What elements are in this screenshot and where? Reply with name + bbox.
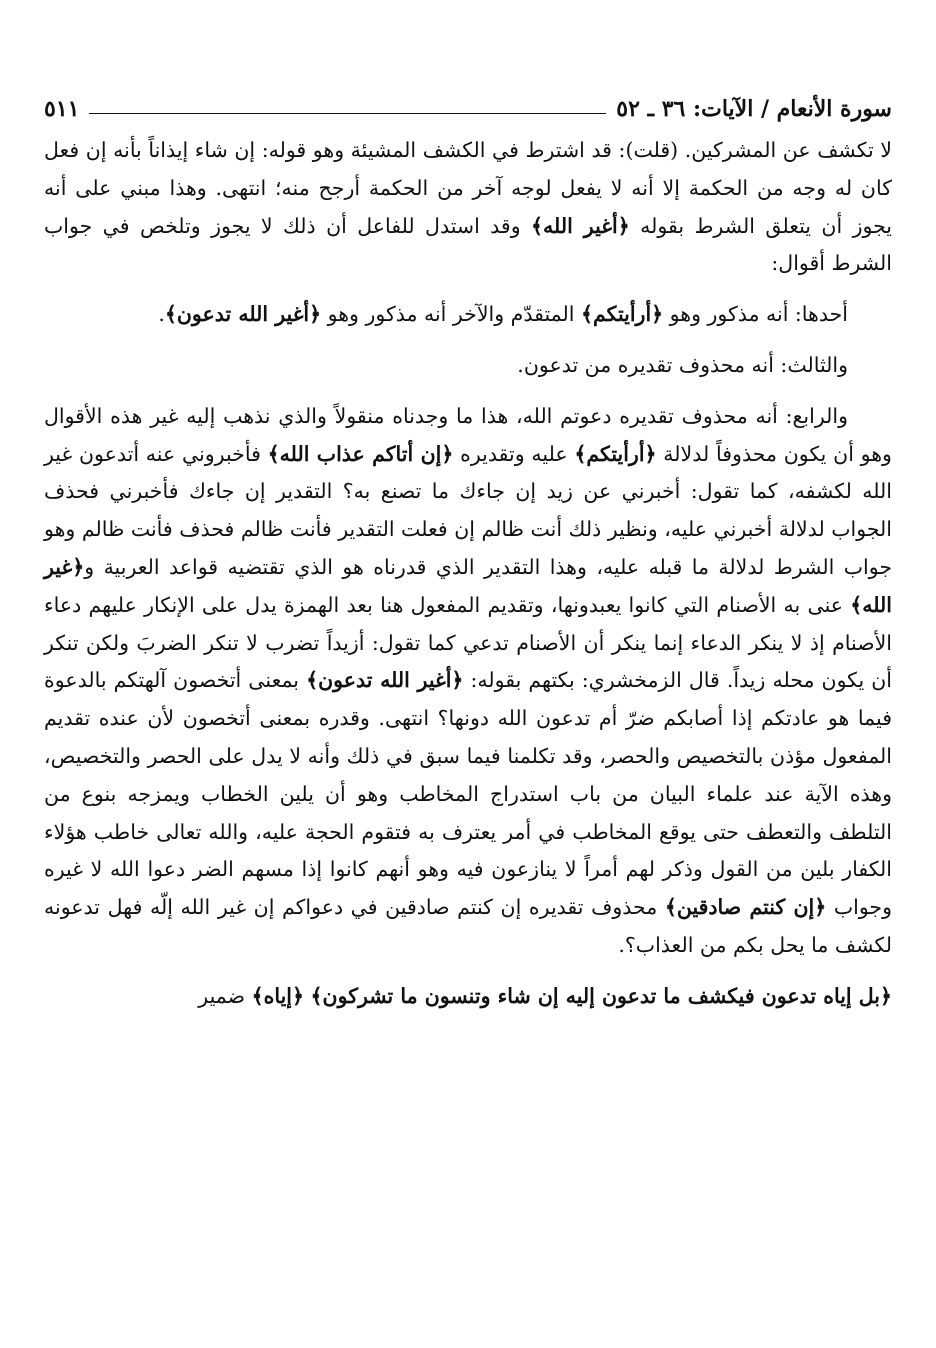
- quran-quote: ﴿أغير الله تدعون﴾: [306, 668, 464, 693]
- paragraph: [44, 978, 892, 1016]
- text-run: والرابع: أنه محذوف تقديره دعوتم الله، هذا ما وجدناه منقولاً والذي نذهب إليه غير هذه الأقوال وهو أن يكون محذوفاً لدلالة: [44, 403, 892, 466]
- quran-quote: ﴿أرأيتكم﴾: [580, 302, 664, 327]
- paragraph: [44, 296, 892, 334]
- surah-title: سورة الأنعام / الآيات: ٣٦ ـ ٥٢: [616, 96, 892, 122]
- paragraph: [44, 347, 892, 385]
- text-run: عليه وتقديره: [453, 441, 575, 466]
- paragraph-gap: [44, 283, 892, 296]
- text-run: .: [158, 302, 165, 327]
- text-run: بمعنى أتخصون آلهتكم بالدعوة فيما هو عادتكم إذا أصابكم ضرّ أم تدعون الله دونها؟ انتهى. وقدره بمعنى أتخصون لأن عنده تقديم المفعول مؤذن بالتخصيص والحصر، وقد تكلمنا فيما سبق في ذلك وأنه لا يدل على الحصر والتخصيص، وهذه الآية عند علماء البيان من باب استدراج المخاطب وهو أن يلين الخطاب ويمزجه بنوع من التلطف والتعطف حتى يوقع المخاطب في أمر يعترف به فتقوم الحجة عليه، والله تعالى خاطب هؤلاء الكفار بلين من القول وذكر لهم أمراً لا ينازعون فيه وهو أنهم كانوا إذا مسهم الضر دعوا الله لا غيره وجواب: [44, 668, 892, 920]
- text-run: والثالث: أنه محذوف تقديره من تدعون.: [517, 352, 848, 377]
- paragraph-gap: [44, 965, 892, 978]
- body-text: [44, 132, 892, 1016]
- quran-quote: ﴿إياه﴾: [251, 983, 304, 1008]
- text-run: فأخبروني عنه أتدعون غير الله لكشفه، كما تقول: أخبرني عن زيد إن جاءك ما تصنع به؟ التقدير إن جاءك فأخبرني فحذف الجواب لدلالة أخبرني عليه، ونظير ذلك أنت ظالم إن فعلت التقدير فأنت ظالم فحذف فأنت ظالم وهو جواب الشرط لدلالة ما قبله عليه، وهذا التقدير الذي قدرناه هو الذي تقتضيه قواعد العربية و: [44, 441, 892, 579]
- text-run: عنى به الأصنام التي كانوا يعبدونها، وتقديم المفعول هنا بعد الهمزة يدل على الإنكار عليهم دعاء الأصنام إذ لا ينكر الدعاء إنما ينكر أن الأصنام تدعي كما تقول: أزيداً تضرب لا تنكر الضربَ ولكن تنكر أن يكون محله زيداً. قال الزمخشري: بكتهم بقوله:: [44, 592, 892, 693]
- quran-quote: ﴿إن أتاكم عذاب الله﴾: [267, 441, 454, 466]
- text-run: المتقدّم والآخر أنه مذكور وهو: [321, 302, 581, 327]
- quran-quote: ﴿أرأيتكم﴾: [574, 441, 657, 466]
- text-run: وقد استدل للفاعل أن ذلك لا يجوز وتلخص في جواب الشرط أقوال:: [44, 213, 892, 276]
- header-rule: [89, 113, 606, 114]
- paragraph: [44, 132, 892, 283]
- paragraph-gap: [44, 385, 892, 398]
- running-header: [44, 84, 892, 122]
- text-run: ضمير: [198, 983, 252, 1008]
- book-page: [44, 84, 892, 1304]
- paragraph-gap: [44, 334, 892, 347]
- text-run: محذوف تقديره إن كنتم صادقين في دعواكم إن غير الله إلّه فهل تدعونه لكشف ما يحل بكم من العذاب؟.: [44, 895, 892, 957]
- paragraph: [44, 398, 892, 965]
- page-number: ٥١١: [44, 96, 80, 122]
- text-run: أحدها: أنه مذكور وهو: [663, 302, 848, 327]
- quran-quote: ﴿إن كنتم صادقين﴾: [664, 895, 827, 920]
- quran-quote: ﴿غير الله﴾: [44, 554, 892, 617]
- quran-quote: ﴿أغير الله تدعون﴾: [164, 302, 322, 327]
- quran-quote: ﴿بل إياه تدعون فيكشف ما تدعون إليه إن شاء وتنسون ما تشركون﴾: [310, 983, 892, 1008]
- quran-quote: ﴿أغير الله﴾: [531, 213, 630, 238]
- text-run: لا تكشف عن المشركين. (قلت): قد اشترط في الكشف المشيئة وهو قوله: إن شاء إيذاناً بأنه إن فعل كان له وجه من الحكمة إلا أنه لا يفعل لوجه آخر من الحكمة أرجح منه؛ انتهى. وهذا مبني على أنه يجوز أن يتعلق الشرط بقوله: [44, 138, 893, 238]
